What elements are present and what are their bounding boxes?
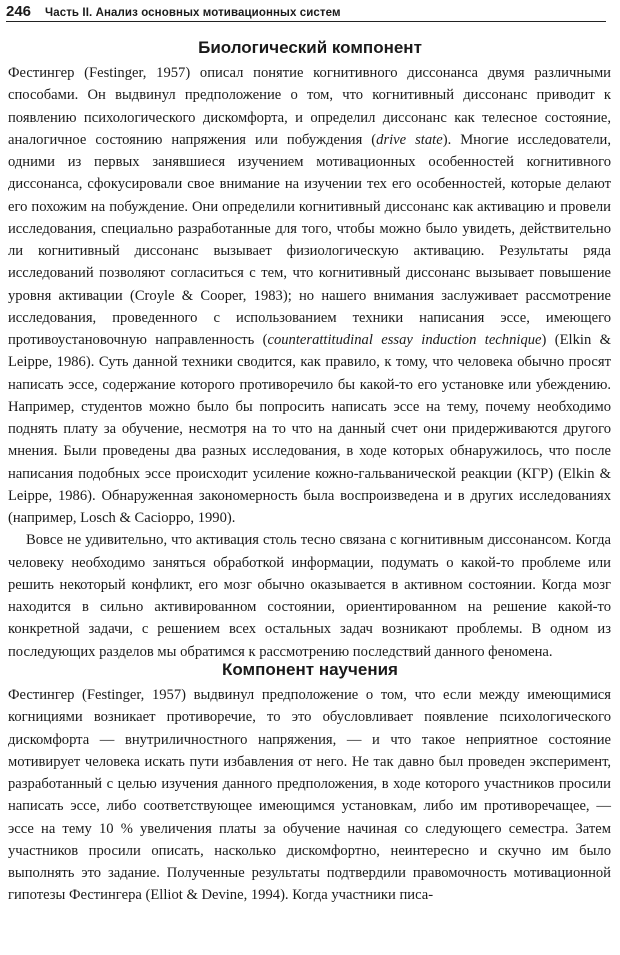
page-number: 246 <box>6 3 32 20</box>
text-run: Вовсе не удивительно, что активация столь тесно связана с когнитивным диссонансом. Когда человеку необходимо заняться обработкой информации, подумать о какой-то проблеме или решить некоторый конфликт, его мозг обычно оказывается в активном состоянии. Когда мозг находится в сильно активированном состоянии, ориентированном на решение какой-то конкретной задачи, с решением всех остальных задач возникают проблемы. В одном из последующих разделов мы обратимся к рассмотрению последствий данного феномена. <box>8 532 611 660</box>
paragraph <box>8 684 611 907</box>
text-run: ) (Elkin & Leippe, 1986). Суть данной техники сводится, как правило, к тому, что человека обычно просят написать эссе, содержание которого противоречило бы какой-то его установке или убеждению. Например, студентов можно было бы попросить написать эссе на тему, почему необходимо поднять плату за обучение, несмотря на то что на данный счет они придерживаются другого мнения. Были проведены два разных исследования, в ходе которых обнаружилось, что после написания подобных эссе происходит усиление кожно-гальванической реакции (КГР) (Elkin & Leippe, 1986). Обнаруженная закономерность была воспроизведена и в других исследованиях (например, Losch & Cacioppo, 1990). <box>8 332 611 526</box>
section-body-learning <box>8 684 611 907</box>
text-run-italic: drive state <box>376 131 443 148</box>
paragraph <box>8 529 611 663</box>
paragraph <box>8 62 611 529</box>
running-title: Часть II. Анализ основных мотивационных систем <box>45 6 341 19</box>
section-heading-biological: Биологический компонент <box>198 38 422 57</box>
text-run: Фестингер (Festinger, 1957) выдвинул предположение о том, что если между имеющимися когнициями возникает противоречие, то это обусловливает появление психологического дискомфорта — внутриличностного напряжения, — и что такое неприятное состояние мотивирует человека искать пути избавления от него. Не так давно был проведен эксперимент, разработанный с целью изучения данного предположения, в ходе которого участников просили написать эссе, либо соответствующее имеющимся установкам, либо им противоречащее, — эссе на тему 10 % увеличения платы за обучение начиная со следующего семестра. Затем участников просили описать, насколько дискомфортно, неинтересно и скучно им было выполнять это задание. Полученные результаты подтвердили правомочность мотивационной гипотезы Фестингера (Elliot & Devine, 1994). Когда участники писа- <box>8 687 611 904</box>
section-body-biological <box>8 62 611 663</box>
text-run: Фестингер (Festinger, 1957) описал понятие когнитивного диссонанса двумя различными способами. Он выдвинул предположение о том, что когнитивный диссонанс приводит к появлению психологического дискомфорта, и определил диссонанс как телесное состояние, аналогичное состоянию напряжения или побуждения ( <box>8 65 611 148</box>
section-heading-learning: Компонент научения <box>222 660 398 679</box>
text-run-italic: counterattitudinal essay induction technique <box>267 332 542 348</box>
text-run: ). Многие исследователи, одними из первых занявшиеся изучением мотивационных особенностей когнитивного диссонанса, сфокусировали свое внимание на изучении тех его особенностей, которые делают его похожим на побуждение. Они определили когнитивный диссонанс как активацию и провели исследования, специально разработанные для того, чтобы можно было увидеть, действительно ли когнитивный диссонанс вызывает физиологическую активацию. Результаты ряда исследований позволяют согласиться с тем, что когнитивный диссонанс вызывает повышение уровня активации (Croyle & Cooper, 1983); но нашего внимания заслуживает рассмотрение исследования, проведенного с использованием техники написания эссе, имеющего противоустановочную направленность ( <box>8 131 611 348</box>
running-head <box>6 0 606 22</box>
